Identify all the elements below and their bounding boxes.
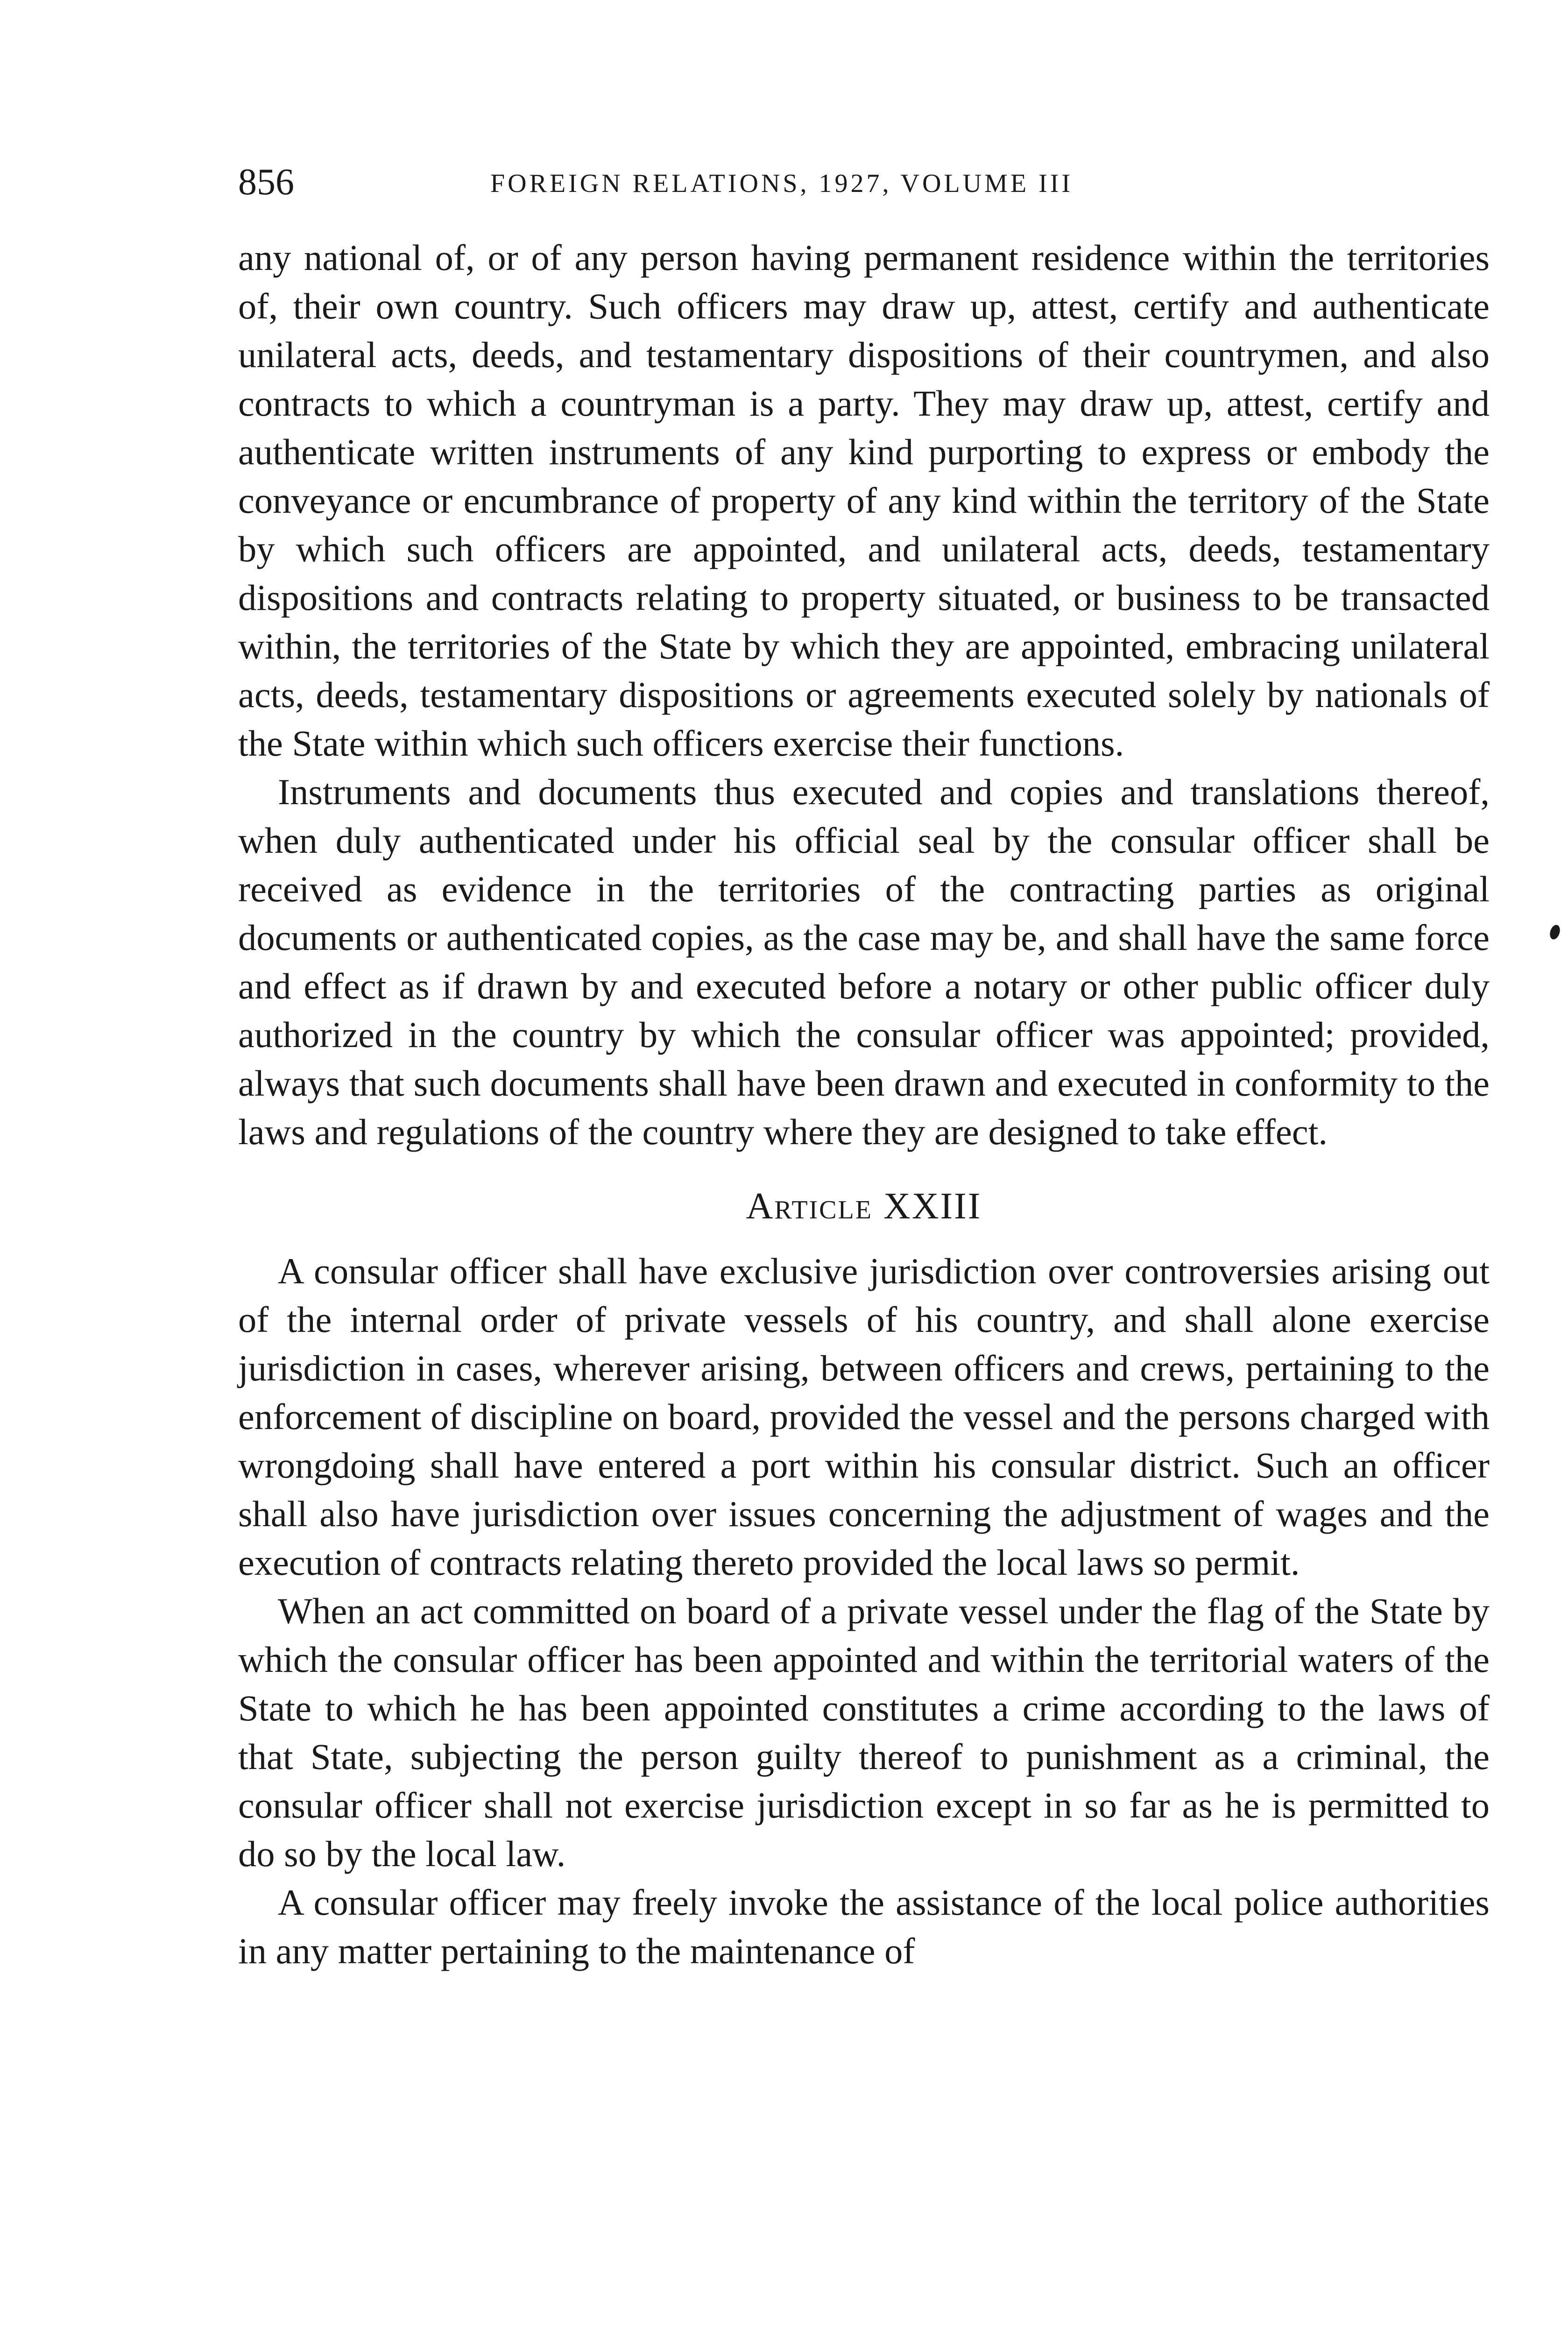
page-header <box>238 154 1490 210</box>
page-number: 856 <box>238 162 294 203</box>
paragraph-instruments: Instruments and documents thus executed and copies and translations thereof, when duly authenticated under his official seal by the consular officer shall be received as evidence in the territories of the contracting parties as original documents or authenticated copies, as the case may be, and shall have the same force and effect as if drawn by and executed before a notary or other public officer duly authorized in the country by which the consular officer was appointed; provided, always that such documents shall have been drawn and executed in conformity to the laws and regulations of the country where they are designed to take effect. <box>238 771 1490 1152</box>
article-heading <box>238 1182 1490 1231</box>
paragraph-continuation: any national of, or of any person having permanent residence within the territories of, their own country. Such officers may draw up, attest, certify and authenticate unilateral acts, deeds, and testamentary dispositions of their countrymen, and also contracts to which a countryman is a party. They may draw up, attest, certify and authenticate written instruments of any kind purporting to express or embody the conveyance or encumbrance of property of any kind within the territory of the State by which such officers are appointed, and unilateral acts, deeds, testamentary dispositions and contracts relating to property situated, or business to be transacted within, the territories of the State by which they are appointed, embracing unilateral acts, deeds, testamentary dispositions or agreements executed solely by nationals of the State within which such officers exercise their functions. <box>238 237 1490 764</box>
article-label: Article <box>746 1186 873 1227</box>
margin-mark <box>1548 924 1562 941</box>
paragraph-crime: When an act committed on board of a private vessel under the flag of the State by which the consular officer has been appointed and within the territorial waters of the State to which he has been appointed constitutes a crime according to the laws of that State, subjecting the person guilty thereof to punishment as a criminal, the consular officer shall not exercise jurisdiction except in so far as he is permitted to do so by the local law. <box>238 1591 1490 1874</box>
running-head: FOREIGN RELATIONS, 1927, VOLUME III <box>490 169 1074 198</box>
paragraph-jurisdiction: A consular officer shall have exclusive jurisdiction over controversies arising out of the internal order of private vessels of his country, and shall alone exercise jurisdiction in cases, wherever arising, between officers and crews, pertaining to the enforcement of discipline on board, provided the vessel and the persons charged with wrongdoing shall have entered a port within his consular district. Such an officer shall also have jurisdiction over issues concerning the adjustment of wages and the execution of contracts relating thereto provided the local laws so permit. <box>238 1251 1490 1583</box>
article-number: XXIII <box>883 1186 982 1227</box>
page-body <box>238 234 1490 1975</box>
paragraph-police: A consular officer may freely invoke the assistance of the local police authorities in any matter pertaining to the maintenance of <box>238 1882 1490 1971</box>
